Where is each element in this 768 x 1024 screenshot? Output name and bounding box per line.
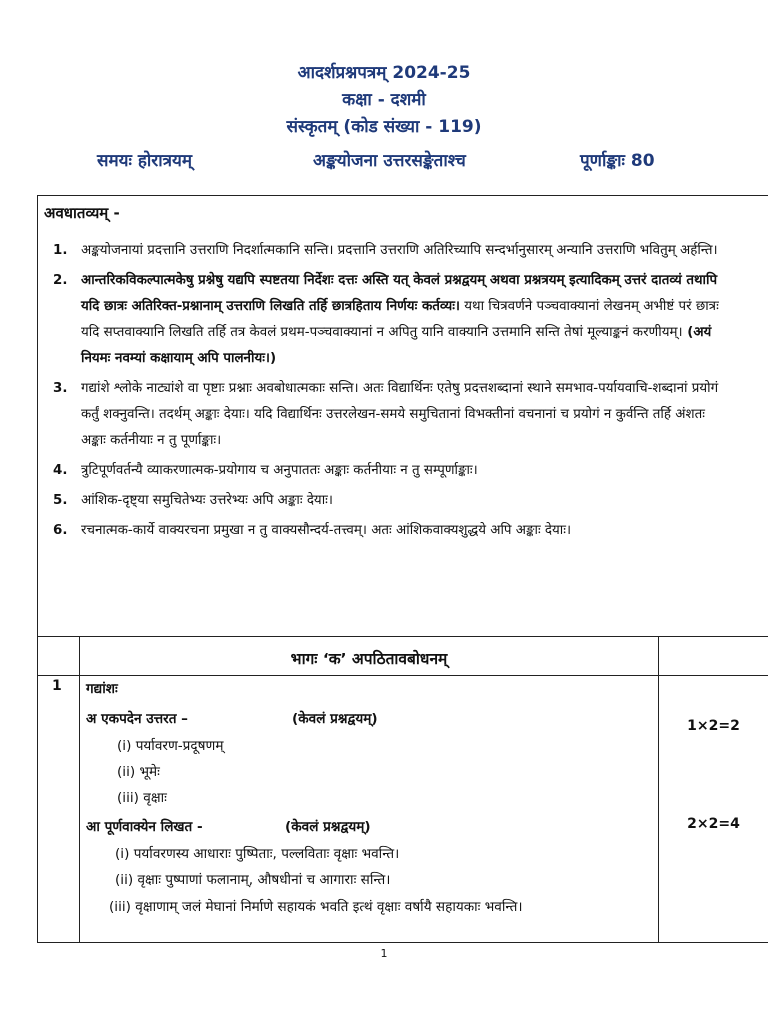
instruction-item: 4. त्रुटिपूर्णवर्तन्यै व्याकरणात्मक-प्रयोगाय च अनुपाततः अङ्काः कर्तनीयाः न तु सम्पूर्णाङ्काः। [53, 463, 478, 478]
answer-line: (iii) वृक्षाणाम् जलं मेघानां निर्माणे सहायकं भवति इत्थं वृक्षाः वर्षायै सहायकाः भवन्ति। [109, 899, 523, 915]
answer-line: (i) पर्यावरणस्य आधाराः पुष्पिताः, पल्लविताः वृक्षाः भवन्ति। [115, 846, 400, 862]
part-a-note: (केवलं प्रश्नद्वयम्) [292, 711, 378, 727]
answer-line: (iii) वृक्षाः [117, 790, 167, 806]
page-number: 1 [380, 947, 388, 960]
paper-title: आदर्शप्रश्नपत्रम् 2024-25 [297, 63, 471, 83]
column-divider [79, 636, 80, 943]
meta-row [0, 148, 768, 174]
instruction-item: 1. अङ्कयोजनायां प्रदत्तानि उत्तराणि निदर्शात्मकानि सन्ति। प्रदत्तानि उत्तराणि अतिरिच्यापि सन्दर्भानुसारम् अन्यानि उत्तराणि भवितुम् अर्हन्ति। [53, 243, 718, 258]
column-divider [658, 636, 659, 943]
class-line: कक्षा - दशमी [342, 90, 426, 110]
answer-line: (ii) वृक्षाः पुष्पाणां फलानाम्, औषधीनां च आगाराः सन्ति। [115, 872, 391, 888]
part-a-marks: 1×2=2 [687, 718, 740, 734]
part-b-marks: 2×2=4 [687, 816, 740, 832]
answer-line: (i) पर्यावरण-प्रदूषणम् [117, 738, 224, 754]
question-label: गद्यांशः [86, 681, 118, 697]
instructions-title: अवधातव्यम् - [44, 204, 120, 222]
instruction-item: 6. रचनात्मक-कार्ये वाक्यरचना प्रमुखा न तु वाक्यसौन्दर्य-तत्त्वम्। अतः आंशिकवाक्यशुद्धये अपि अङ्काः देयाः। [53, 523, 572, 538]
part-b-note: (केवलं प्रश्नद्वयम्) [285, 819, 371, 835]
subject-line: संस्कृतम् (कोड संख्या - 119) [286, 117, 482, 137]
marking-scheme-label: अङ्कयोजना उत्तरसङ्केताश्च [313, 151, 466, 171]
section-heading: भागः ‘क’ अपठितावबोधनम् [290, 650, 448, 668]
part-a-title: अ एकपदेन उत्तरत – [86, 711, 188, 727]
part-b-title: आ पूर्णवाक्येन लिखत - [86, 819, 203, 835]
answer-line: (ii) भूमेः [117, 764, 160, 780]
instruction-item: 2. आन्तरिकविकल्पात्मकेषु प्रश्नेषु यद्यपि स्पष्टतया निर्देशः दत्तः अस्ति यत् केवलं प्रश्नद्वयम् अथवा प्रश्नत्रयम् इत्यादिकम् उत्तरं दातव्यं तथापि यदि छात्रः अतिरिक्त-प्रश्नानाम् उत्तराणि लिखति तर्हि छात्रहिताय निर्णयः कर्तव्यः। यथा चित्रवर्णने पञ्चवाक्यानां लेखनम् अभीष्टं परं छात्रः यदि सप्तवाक्यानि लिखति तर्हि तत्र केवलं प्रथम-पञ्चवाक्यानां न अपितु यानि वाक्यानि उत्तमानि सन्ति तेषां मूल्याङ्कनं करणीयम्। (अयं नियमः नवम्यां कक्षायाम् अपि पालनीयः।) [53, 273, 719, 366]
instruction-item: 3. गद्यांशे श्लोके नाट्यांशे वा पृष्टाः प्रश्नाः अवबोधात्मकाः सन्ति। अतः विद्यार्थिनः एतेषु प्रदत्तशब्दानां स्थाने समभाव-पर्यायवाचि-शब्दानां प्रयोगं कर्तुं शक्नुवन्ति। तदर्थम् अङ्काः देयाः। यदि विद्यार्थिनः उत्तरलेखन-समये समुचितानां विभक्तीनां वचनानां च प्रयोगं न कुर्वन्ति तर्हि अंशतः अङ्काः कर्तनीयाः न तु पूर्णाङ्काः। [53, 381, 719, 448]
time-label: समयः होरात्रयम् [97, 151, 193, 171]
max-marks-label: पूर्णाङ्काः 80 [580, 151, 655, 171]
document-header [0, 60, 768, 141]
question-number: 1 [52, 678, 62, 694]
instructions-list [44, 238, 732, 548]
instruction-item: 5. आंशिक-दृष्ट्या समुचितेभ्यः उत्तरेभ्यः अपि अङ्काः देयाः। [53, 493, 333, 508]
